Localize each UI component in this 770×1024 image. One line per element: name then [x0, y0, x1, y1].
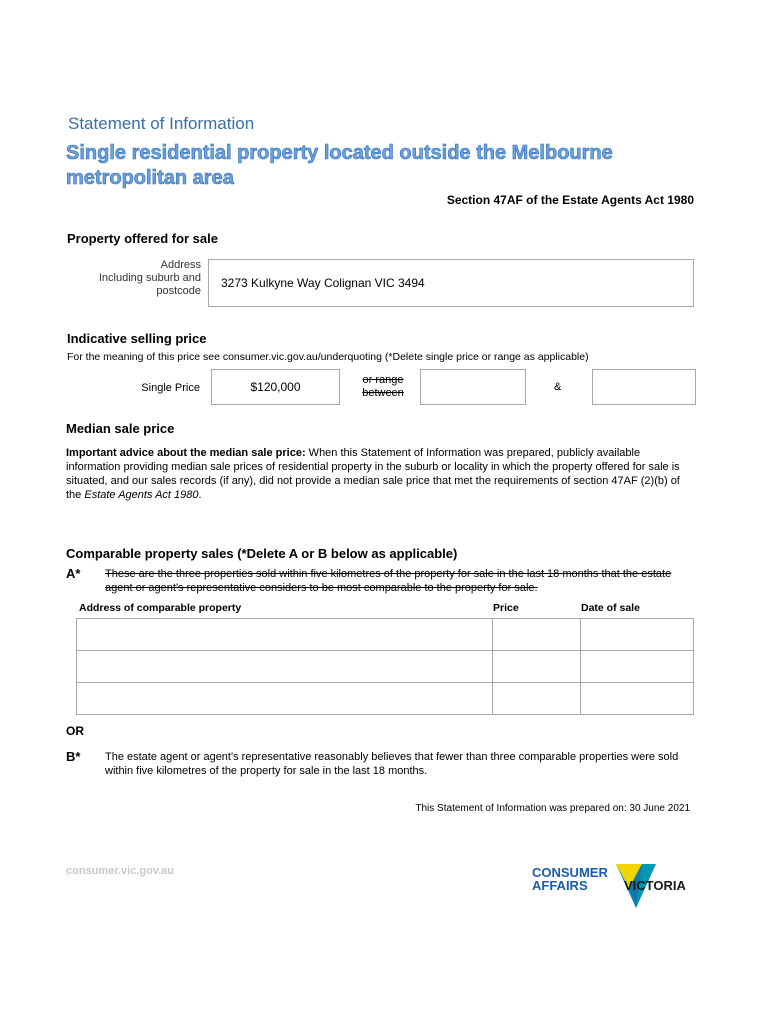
option-a-marker: A* — [66, 566, 81, 581]
comparable-table — [76, 618, 694, 715]
price-heading: Indicative selling price — [67, 331, 207, 346]
comparable-address-cell[interactable] — [77, 619, 493, 651]
act-reference: Section 47AF of the Estate Agents Act 1980 — [446, 193, 694, 207]
median-advice-text: When this Statement of Information was prepared, publicly available information providing median sale prices of residential property in the suburb or locality in which the property offered for sale is situated, and our sales records (if any), did not provide a median sale price that met the requirements of section 47AF (2)(b) of the — [66, 447, 680, 501]
comparable-date-cell[interactable] — [581, 619, 694, 651]
range-from-field[interactable] — [420, 369, 526, 405]
comparable-price-cell[interactable] — [493, 683, 581, 715]
document-label: Statement of Information — [68, 114, 255, 133]
option-b-text: The estate agent or agent's representative reasonably believes that fewer than three comparable properties were sold within five kilometres of the property for sale in the last 18 months. — [105, 751, 679, 777]
option-b-marker: B* — [66, 749, 81, 764]
range-label: or range between — [362, 374, 404, 399]
prepared-on-text: This Statement of Information was prepared on: 30 June 2021 — [415, 803, 690, 814]
comparable-heading: Comparable property sales (*Delete A or B below as applicable) — [66, 546, 458, 561]
property-heading: Property offered for sale — [67, 231, 218, 246]
address-value: 3273 Kulkyne Way Colignan VIC 3494 — [221, 276, 425, 290]
median-advice-italic: Estate Agents Act 1980 — [84, 489, 199, 501]
single-price-value: $120,000 — [250, 380, 301, 394]
logo-line-consumer: CONSUMER — [532, 865, 608, 880]
footer-website-link[interactable]: consumer.vic.gov.au — [66, 865, 175, 877]
address-label-group — [80, 259, 201, 298]
address-field[interactable] — [208, 259, 694, 307]
single-price-field[interactable] — [211, 369, 340, 405]
comparable-address-cell[interactable] — [77, 683, 493, 715]
col-header-address: Address of comparable property — [79, 602, 242, 614]
median-heading: Median sale price — [66, 421, 175, 436]
comparable-address-cell[interactable] — [77, 651, 493, 683]
median-advice-bold: Important advice about the median sale price: — [66, 447, 306, 459]
address-sublabel: Including suburb and postcode — [98, 272, 201, 297]
table-row — [77, 651, 694, 683]
option-a-text: These are the three properties sold within five kilometres of the property for sale in the last 18 months that the estate agent or agent's representative considers to be most comparable to the property for sale. — [105, 568, 672, 594]
col-header-price: Price — [493, 602, 519, 614]
comparable-date-cell[interactable] — [581, 651, 694, 683]
table-row — [77, 683, 694, 715]
table-row — [77, 619, 694, 651]
logo-line-victoria: VICTORIA — [624, 878, 686, 893]
median-advice — [66, 446, 692, 502]
price-meaning: For the meaning of this price see consumer.vic.gov.au/underquoting (*Delete single price or range as applicable) — [67, 351, 589, 363]
or-label: OR — [66, 724, 84, 738]
range-ampersand: & — [554, 381, 562, 393]
comparable-date-cell[interactable] — [581, 683, 694, 715]
range-to-field[interactable] — [592, 369, 696, 405]
col-header-date: Date of sale — [581, 602, 640, 614]
document-title: Single residential property located outside the Melbourne metropolitan area — [66, 142, 613, 189]
consumer-affairs-logo — [530, 862, 700, 912]
single-price-label: Single Price — [141, 382, 200, 394]
logo-line-affairs: AFFAIRS — [532, 878, 588, 893]
address-label: Address — [160, 259, 201, 271]
comparable-price-cell[interactable] — [493, 651, 581, 683]
comparable-price-cell[interactable] — [493, 619, 581, 651]
median-advice-end: . — [198, 489, 202, 501]
